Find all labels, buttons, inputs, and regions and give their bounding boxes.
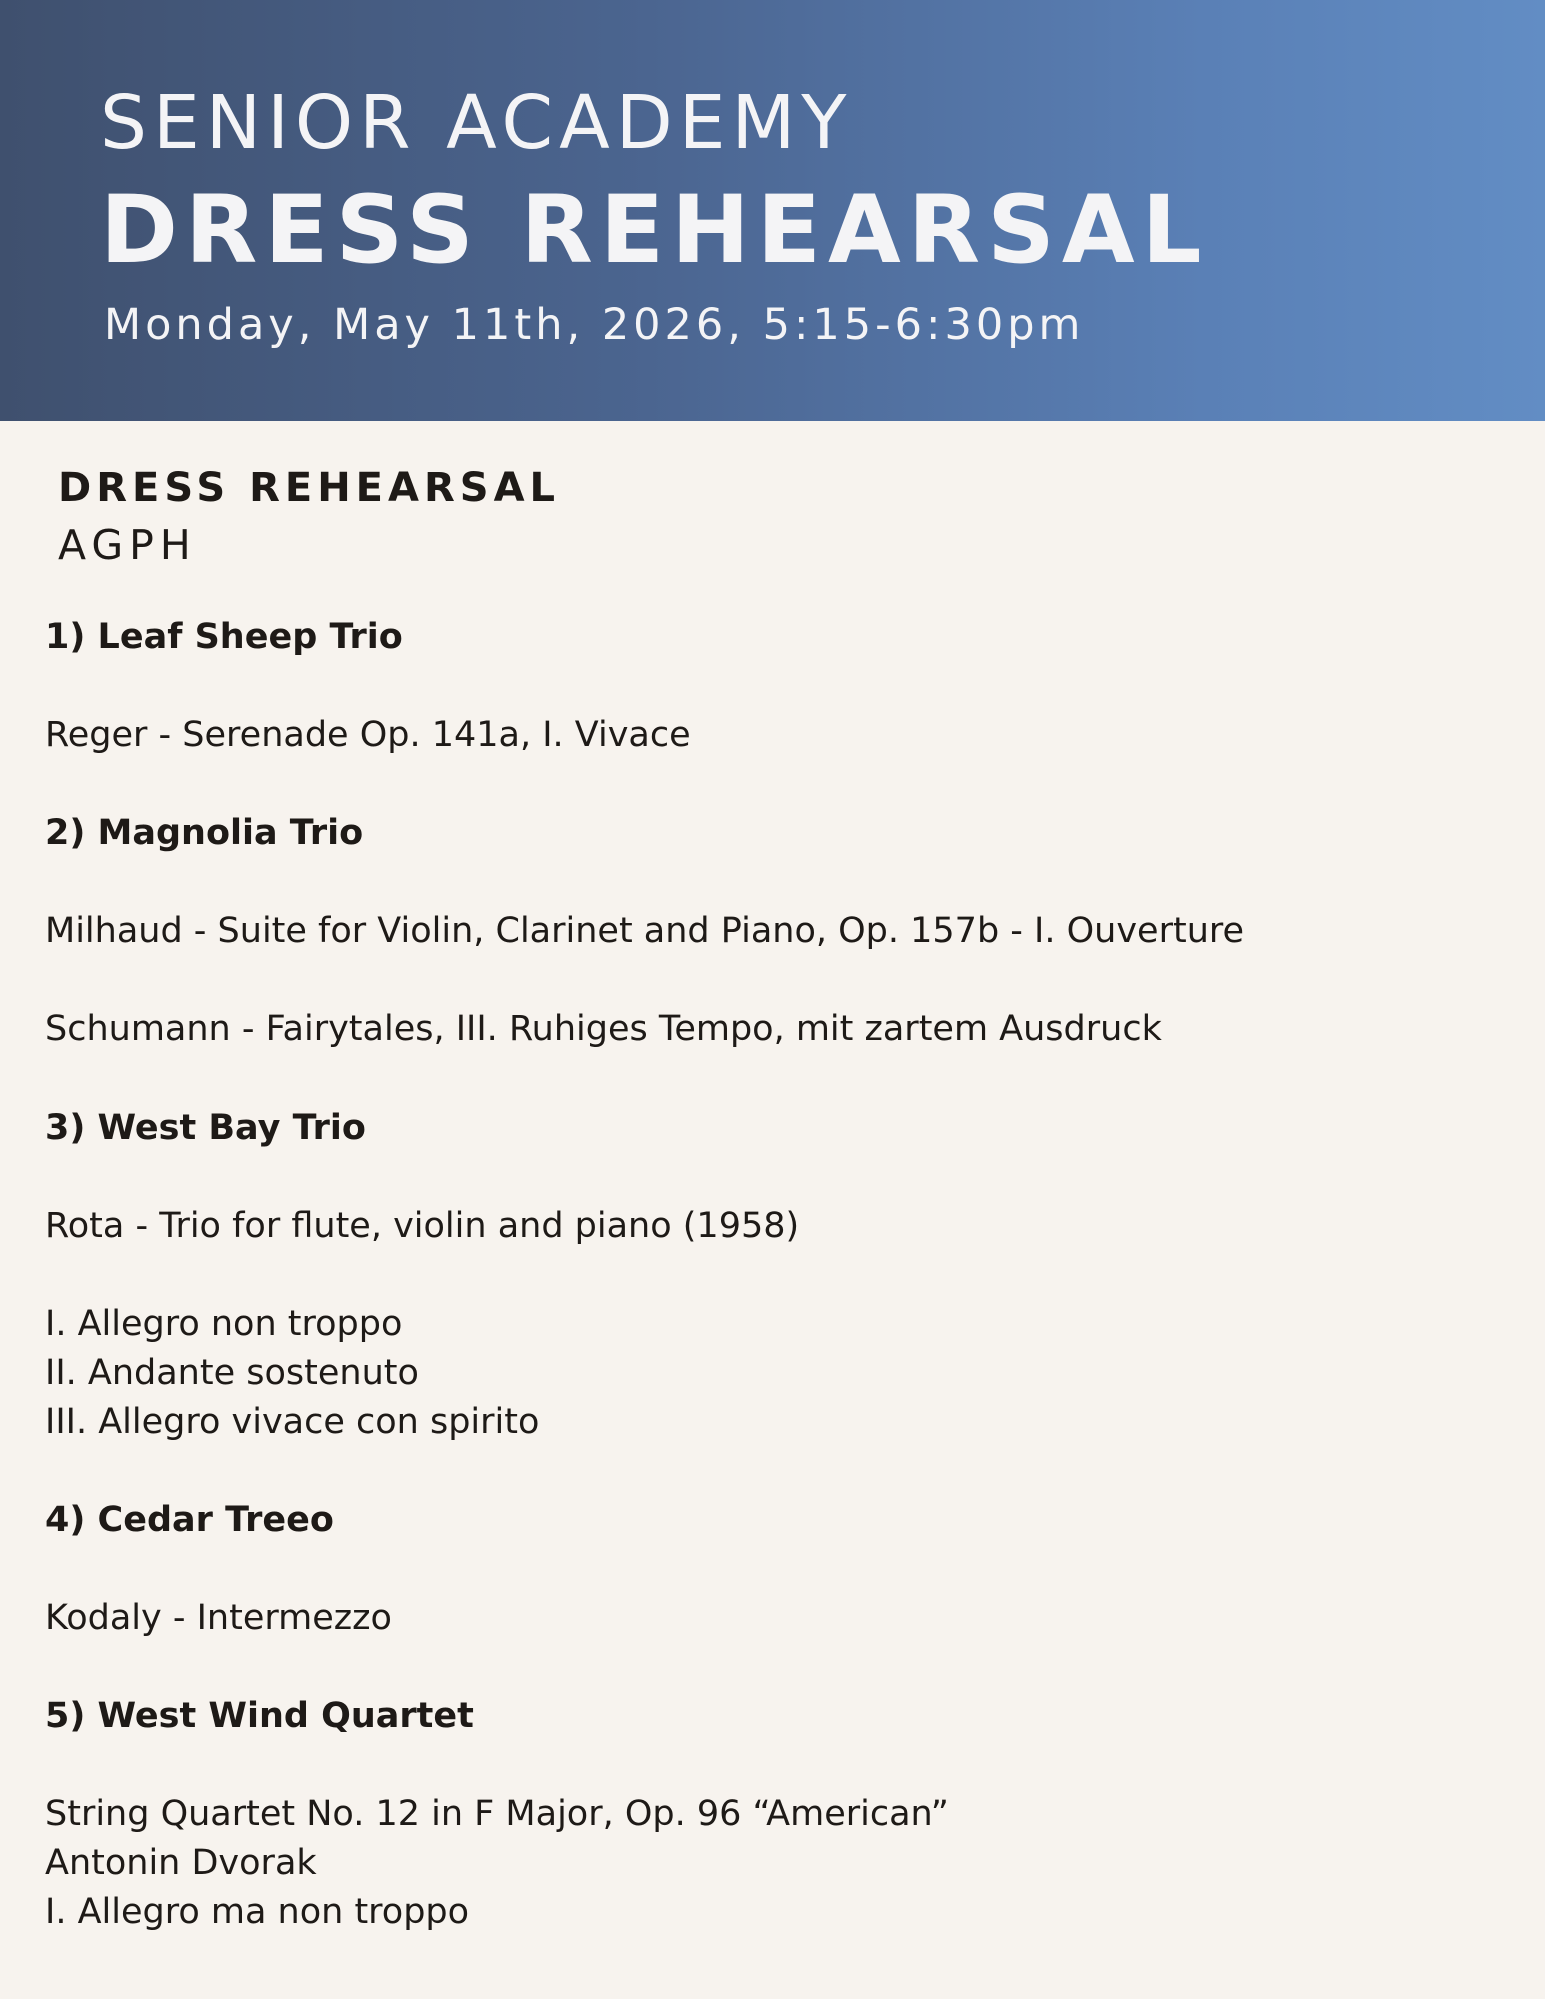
piece-dvorak-quartet: String Quartet No. 12 in F Major, Op. 96 “American” <box>45 1794 949 1834</box>
movement-andante-sostenuto: II. Andante sostenuto <box>45 1353 419 1393</box>
spacer <box>45 1251 1500 1300</box>
piece-milhaud-suite: Milhaud - Suite for Violin, Clarinet and Piano, Op. 157b - I. Ouverture <box>45 911 1245 951</box>
spacer <box>45 1545 1500 1594</box>
ensemble-heading-west-bay-trio: 3) West Bay Trio <box>45 1108 366 1148</box>
spacer <box>45 1447 1500 1496</box>
ensemble-heading-magnolia-trio: 2) Magnolia Trio <box>45 813 364 853</box>
header-title: DRESS REHEARSAL <box>100 176 1209 285</box>
spacer <box>45 858 1500 907</box>
header-banner <box>0 0 1545 421</box>
ensemble-heading-leaf-sheep-trio: 1) Leaf Sheep Trio <box>45 617 403 657</box>
ensemble-heading-west-wind-quartet: 5) West Wind Quartet <box>45 1696 474 1736</box>
spacer <box>45 1643 1500 1692</box>
piece-kodaly-intermezzo: Kodaly - Intermezzo <box>45 1598 392 1638</box>
spacer <box>45 760 1500 809</box>
movement-allegro-non-troppo: I. Allegro non troppo <box>45 1304 403 1344</box>
spacer <box>45 662 1500 711</box>
composer-antonin-dvorak: Antonin Dvorak <box>45 1843 317 1883</box>
event-date: Monday, May 11th, 2026, 5:15-6:30pm <box>104 300 1085 350</box>
spacer <box>45 1153 1500 1202</box>
movement-allegro-vivace: III. Allegro vivace con spirito <box>45 1402 540 1442</box>
piece-rota-trio: Rota - Trio for flute, violin and piano (1958) <box>45 1206 800 1246</box>
venue-label: AGPH <box>58 521 197 569</box>
spacer <box>45 956 1500 1005</box>
movement-allegro-ma-non-troppo: I. Allegro ma non troppo <box>45 1892 470 1932</box>
section-title: DRESS REHEARSAL <box>58 465 561 511</box>
ensemble-heading-cedar-treeo: 4) Cedar Treeo <box>45 1500 334 1540</box>
piece-schumann-fairytales: Schumann - Fairytales, III. Ruhiges Tempo, mit zartem Ausdruck <box>45 1009 1162 1049</box>
spacer <box>45 1741 1500 1790</box>
piece-reger-serenade: Reger - Serenade Op. 141a, I. Vivace <box>45 715 691 755</box>
program-list <box>45 613 1500 1937</box>
header-kicker: SENIOR ACADEMY <box>100 80 853 166</box>
spacer <box>45 1054 1500 1104</box>
